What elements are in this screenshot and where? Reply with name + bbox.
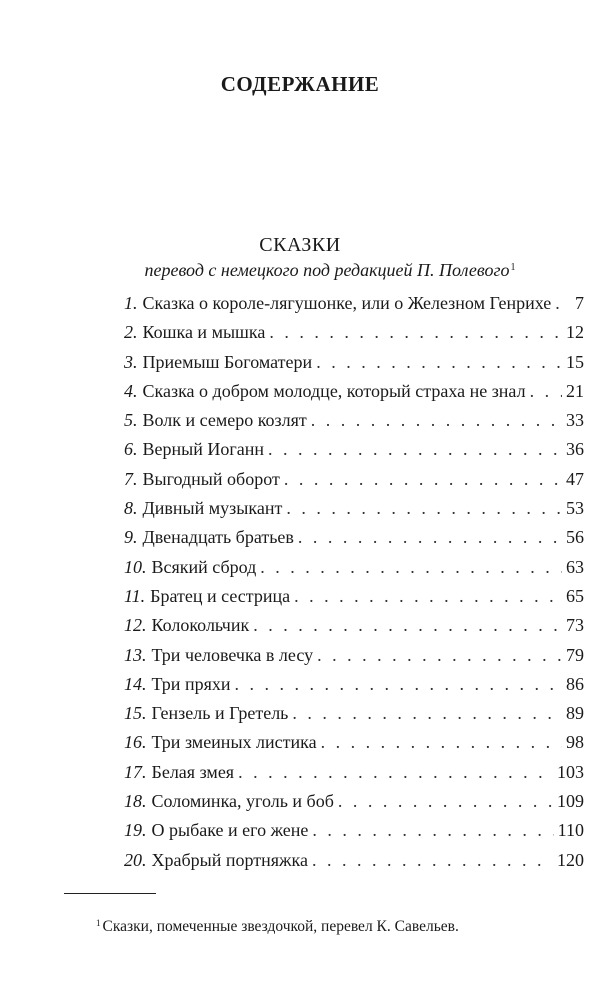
toc-entry-title: Сказка о добром молодце, который страха не знал bbox=[142, 380, 526, 401]
toc-entry-number: 19. bbox=[124, 820, 147, 841]
toc-dot-leader bbox=[269, 318, 562, 347]
toc-entry-page: 47 bbox=[566, 468, 584, 489]
toc-entry bbox=[124, 670, 584, 699]
toc-entry-page: 12 bbox=[566, 322, 584, 343]
toc-entry-page: 63 bbox=[566, 556, 584, 577]
footnote-marker: 1 bbox=[510, 262, 516, 273]
footnote-divider bbox=[64, 893, 156, 894]
toc-entry-page: 103 bbox=[557, 761, 584, 782]
page-title: СОДЕРЖАНИЕ bbox=[220, 72, 380, 96]
toc-entry-page: 79 bbox=[566, 644, 584, 665]
toc-entry bbox=[124, 377, 584, 406]
toc-entry bbox=[124, 611, 584, 640]
toc-entry bbox=[124, 728, 584, 757]
toc-dot-leader bbox=[292, 699, 562, 728]
toc-entry-title: Всякий сброд bbox=[151, 556, 257, 577]
toc-entry-number: 1. bbox=[124, 293, 138, 313]
toc-entry bbox=[124, 758, 584, 787]
toc-entry-number: 15. bbox=[124, 703, 147, 724]
toc-dot-leader bbox=[530, 377, 562, 406]
toc-entry-page: 36 bbox=[566, 439, 584, 460]
toc-entry-number: 17. bbox=[124, 761, 147, 782]
toc-entry-number: 10. bbox=[124, 556, 147, 577]
toc-dot-leader bbox=[284, 465, 562, 494]
toc-entry-page: 73 bbox=[566, 615, 584, 636]
toc-entry-page: 110 bbox=[557, 820, 584, 841]
toc-entry bbox=[124, 523, 584, 552]
toc-entry-title: Храбрый портняжка bbox=[151, 849, 308, 870]
toc-entry-page: 86 bbox=[566, 673, 584, 694]
toc-dot-leader bbox=[316, 348, 562, 377]
toc-dot-leader bbox=[260, 553, 562, 582]
toc-entry-page: 120 bbox=[557, 849, 584, 870]
toc-dot-leader bbox=[321, 728, 562, 757]
toc-entry-page: 56 bbox=[566, 527, 584, 548]
toc-entry-title: Кошка и мышка bbox=[142, 322, 266, 343]
toc-entry-title: Волк и семеро козлят bbox=[142, 410, 307, 431]
toc-entry-title: Соломинка, уголь и боб bbox=[151, 791, 334, 812]
footnote-number: 1 bbox=[96, 918, 101, 928]
toc-entry-number: 7. bbox=[124, 468, 138, 489]
toc-entry-title: Три человечка в лесу bbox=[151, 644, 314, 665]
toc-dot-leader bbox=[235, 670, 563, 699]
toc-entry-page: 98 bbox=[566, 732, 584, 753]
toc-entry bbox=[124, 494, 584, 523]
toc-entry-title: Двенадцать братьев bbox=[142, 527, 294, 548]
toc-entry-page: 89 bbox=[566, 703, 584, 724]
toc-entry-number: 8. bbox=[124, 498, 138, 519]
toc-entry bbox=[124, 348, 584, 377]
toc-dot-leader bbox=[294, 582, 562, 611]
toc-entry-number: 5. bbox=[124, 410, 138, 431]
toc-entry bbox=[124, 699, 584, 728]
toc-dot-leader bbox=[311, 406, 562, 435]
toc-entry-page: 7 bbox=[575, 293, 584, 313]
toc-dot-leader bbox=[317, 641, 562, 670]
toc-entry bbox=[124, 289, 584, 318]
toc-entry-number: 3. bbox=[124, 351, 138, 372]
toc-entry bbox=[124, 787, 584, 816]
toc-entry bbox=[124, 582, 584, 611]
toc-entry-number: 13. bbox=[124, 644, 147, 665]
toc-entry-number: 6. bbox=[124, 439, 138, 460]
section-subtitle-text: перевод с немецкого под редакцией П. Полевого bbox=[144, 260, 510, 280]
toc-entry-number: 11. bbox=[124, 585, 146, 606]
toc-entry-title: О рыбаке и его жене bbox=[151, 820, 309, 841]
toc-entry-number: 20. bbox=[124, 849, 147, 870]
toc-entry bbox=[124, 465, 584, 494]
toc-entry-number: 18. bbox=[124, 791, 147, 812]
toc-dot-leader bbox=[298, 523, 562, 552]
toc-entry-page: 65 bbox=[566, 585, 584, 606]
toc-dot-leader bbox=[312, 816, 553, 845]
table-of-contents bbox=[124, 289, 584, 875]
toc-entry-number: 2. bbox=[124, 322, 138, 343]
toc-entry-number: 12. bbox=[124, 615, 147, 636]
toc-entry-title: Дивный музыкант bbox=[142, 498, 283, 519]
footnote bbox=[96, 918, 459, 936]
toc-entry-title: Белая змея bbox=[151, 761, 235, 782]
toc-entry-page: 109 bbox=[557, 791, 584, 812]
section-subtitle bbox=[0, 260, 600, 281]
toc-entry bbox=[124, 318, 584, 347]
toc-entry-title: Выгодный оборот bbox=[142, 468, 280, 489]
toc-entry-title: Верный Иоганн bbox=[142, 439, 264, 460]
toc-entry-title: Братец и сестрица bbox=[150, 585, 291, 606]
toc-entry-number: 9. bbox=[124, 527, 138, 548]
toc-entry-page: 33 bbox=[566, 410, 584, 431]
toc-entry-page: 53 bbox=[566, 498, 584, 519]
toc-dot-leader bbox=[286, 494, 562, 523]
toc-entry-title: Колокольчик bbox=[151, 615, 250, 636]
section-title: СКАЗКИ bbox=[259, 234, 341, 256]
toc-entry bbox=[124, 846, 584, 875]
footnote-text: Сказки, помеченные звездочкой, перевел К. Савельев. bbox=[102, 918, 459, 935]
toc-entry-title: Приемыш Богоматери bbox=[142, 351, 313, 372]
toc-entry-number: 14. bbox=[124, 673, 147, 694]
toc-entry bbox=[124, 553, 584, 582]
toc-dot-leader bbox=[555, 289, 568, 318]
toc-entry-title: Три пряхи bbox=[151, 673, 231, 694]
toc-entry bbox=[124, 816, 584, 845]
toc-entry-page: 15 bbox=[566, 351, 584, 372]
toc-entry-title: Сказка о короле-лягушонке, или о Железном Генрихе bbox=[142, 293, 552, 313]
toc-entry-number: 16. bbox=[124, 732, 147, 753]
toc-dot-leader bbox=[312, 846, 553, 875]
toc-dot-leader bbox=[338, 787, 553, 816]
toc-entry bbox=[124, 406, 584, 435]
toc-entry-page: 21 bbox=[566, 380, 584, 401]
toc-dot-leader bbox=[238, 758, 553, 787]
toc-entry-title: Гензель и Гретель bbox=[151, 703, 289, 724]
toc-dot-leader bbox=[268, 435, 562, 464]
toc-entry bbox=[124, 435, 584, 464]
toc-entry-title: Три змеиных листика bbox=[151, 732, 317, 753]
toc-dot-leader bbox=[253, 611, 562, 640]
toc-entry bbox=[124, 641, 584, 670]
toc-entry-number: 4. bbox=[124, 380, 138, 401]
